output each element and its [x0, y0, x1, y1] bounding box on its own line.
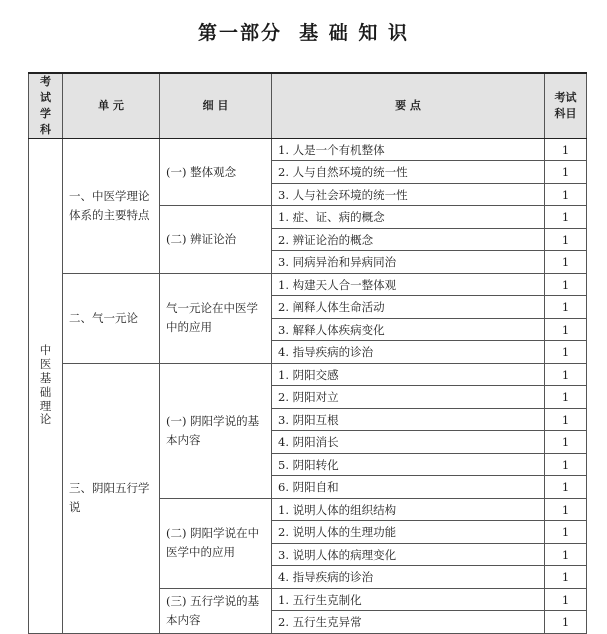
level-cell: 1 — [545, 453, 587, 476]
header-subject: 考试学科 — [29, 73, 63, 138]
level-cell: 1 — [545, 183, 587, 206]
point-cell: 5. 阴阳转化 — [272, 453, 545, 476]
point-cell: 1. 五行生克制化 — [272, 588, 545, 611]
table-row — [29, 138, 587, 161]
point-cell: 2. 人与自然环境的统一性 — [272, 161, 545, 184]
level-cell: 1 — [545, 206, 587, 229]
point-cell: 3. 说明人体的病理变化 — [272, 543, 545, 566]
level-cell: 1 — [545, 386, 587, 409]
syllabus-table — [28, 72, 587, 634]
level-cell: 1 — [545, 273, 587, 296]
point-cell: 2. 阴阳对立 — [272, 386, 545, 409]
level-cell: 1 — [545, 498, 587, 521]
point-cell: 2. 阐释人体生命活动 — [272, 296, 545, 319]
level-cell: 1 — [545, 476, 587, 499]
level-cell: 1 — [545, 138, 587, 161]
level-cell: 1 — [545, 228, 587, 251]
detail-cell: (三) 五行学说的基本内容 — [160, 588, 272, 633]
detail-cell: 气一元论在中医学中的应用 — [160, 273, 272, 363]
point-cell: 1. 人是一个有机整体 — [272, 138, 545, 161]
point-cell: 4. 阴阳消长 — [272, 431, 545, 454]
point-cell: 1. 阴阳交感 — [272, 363, 545, 386]
point-cell: 4. 指导疾病的诊治 — [272, 566, 545, 589]
point-cell: 3. 解释人体疾病变化 — [272, 318, 545, 341]
level-cell: 1 — [545, 521, 587, 544]
level-cell: 1 — [545, 543, 587, 566]
point-cell: 3. 阴阳互根 — [272, 408, 545, 431]
level-cell: 1 — [545, 408, 587, 431]
detail-cell: (二) 辨证论治 — [160, 206, 272, 274]
table-row — [29, 273, 587, 296]
point-cell: 6. 阴阳自和 — [272, 476, 545, 499]
table-body — [29, 138, 587, 633]
header-level: 考试科目 — [545, 73, 587, 138]
point-cell: 2. 辨证论治的概念 — [272, 228, 545, 251]
point-cell: 4. 指导疾病的诊治 — [272, 341, 545, 364]
level-cell: 1 — [545, 611, 587, 634]
level-cell: 1 — [545, 341, 587, 364]
header-unit: 单 元 — [63, 73, 160, 138]
page-title: 第一部分 基 础 知 识 — [197, 22, 410, 44]
point-cell: 1. 说明人体的组织结构 — [272, 498, 545, 521]
unit-cell: 三、阴阳五行学说 — [63, 363, 160, 633]
point-cell: 3. 人与社会环境的统一性 — [272, 183, 545, 206]
detail-cell: (一) 阴阳学说的基本内容 — [160, 363, 272, 498]
header-detail: 细 目 — [160, 73, 272, 138]
level-cell: 1 — [545, 431, 587, 454]
level-cell: 1 — [545, 363, 587, 386]
level-cell: 1 — [545, 588, 587, 611]
subject-cell: 中医基础理论 — [29, 138, 63, 633]
detail-cell: (一) 整体观念 — [160, 138, 272, 206]
level-cell: 1 — [545, 161, 587, 184]
unit-cell: 一、中医学理论体系的主要特点 — [63, 138, 160, 273]
table-row — [29, 363, 587, 386]
point-cell: 1. 症、证、病的概念 — [272, 206, 545, 229]
point-cell: 1. 构建天人合一整体观 — [272, 273, 545, 296]
level-cell: 1 — [545, 566, 587, 589]
level-cell: 1 — [545, 296, 587, 319]
unit-cell: 二、气一元论 — [63, 273, 160, 363]
point-cell: 2. 说明人体的生理功能 — [272, 521, 545, 544]
level-cell: 1 — [545, 318, 587, 341]
detail-cell: (二) 阴阳学说在中医学中的应用 — [160, 498, 272, 588]
point-cell: 2. 五行生克异常 — [272, 611, 545, 634]
level-cell: 1 — [545, 251, 587, 274]
table-header-row — [29, 73, 587, 138]
point-cell: 3. 同病异治和异病同治 — [272, 251, 545, 274]
header-points: 要 点 — [272, 73, 545, 138]
